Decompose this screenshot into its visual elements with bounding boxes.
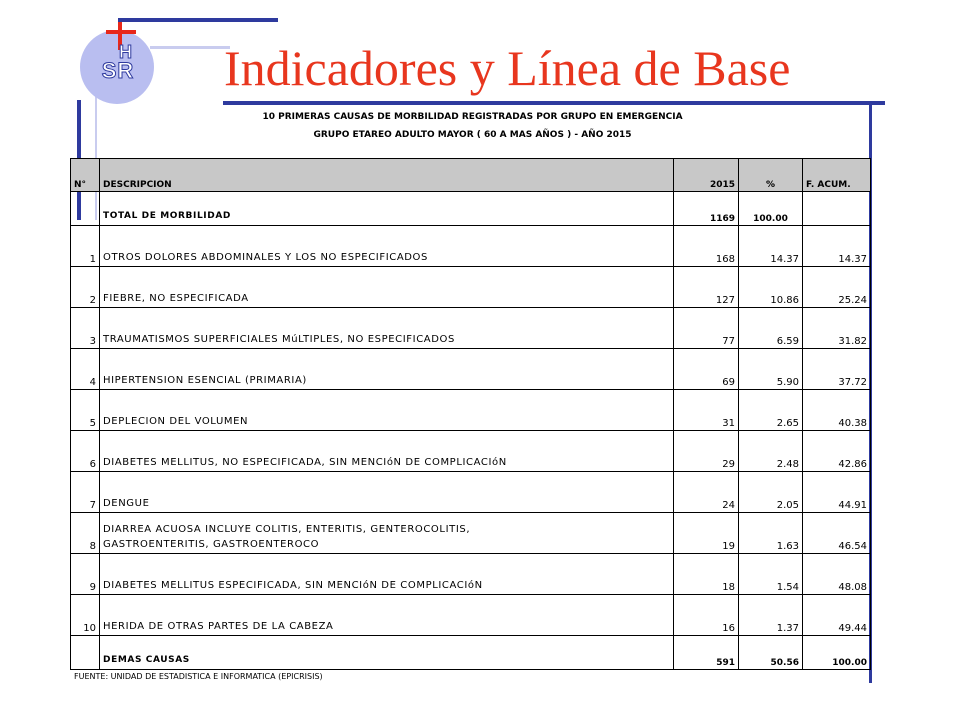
row-description: DIABETES MELLITUS, NO ESPECIFICADA, SIN MENCIóN DE COMPLICACIóN bbox=[100, 431, 674, 472]
morbidity-table bbox=[70, 158, 871, 670]
row-description: DEMAS CAUSAS bbox=[100, 636, 674, 670]
header-number: N° bbox=[71, 159, 100, 192]
row-description: HIPERTENSION ESENCIAL (PRIMARIA) bbox=[100, 349, 674, 390]
row-number bbox=[71, 192, 100, 226]
row-description: OTROS DOLORES ABDOMINALES Y LOS NO ESPECIFICADOS bbox=[100, 226, 674, 267]
table-row-other bbox=[71, 636, 871, 670]
table-row bbox=[71, 595, 871, 636]
table-header-row bbox=[71, 159, 871, 192]
row-percent: 2.48 bbox=[739, 431, 803, 472]
row-number: 3 bbox=[71, 308, 100, 349]
row-accumulated: 100.00 bbox=[803, 636, 871, 670]
row-percent: 1.63 bbox=[739, 513, 803, 554]
row-description: TRAUMATISMOS SUPERFICIALES MúLTIPLES, NO ESPECIFICADOS bbox=[100, 308, 674, 349]
hospital-logo bbox=[76, 22, 160, 106]
row-description: HERIDA DE OTRAS PARTES DE LA CABEZA bbox=[100, 595, 674, 636]
row-number: 9 bbox=[71, 554, 100, 595]
row-number: 7 bbox=[71, 472, 100, 513]
row-value: 24 bbox=[674, 472, 739, 513]
row-description: FIEBRE, NO ESPECIFICADA bbox=[100, 267, 674, 308]
row-number: 6 bbox=[71, 431, 100, 472]
row-number: 1 bbox=[71, 226, 100, 267]
row-accumulated: 31.82 bbox=[803, 308, 871, 349]
row-description: DIABETES MELLITUS ESPECIFICADA, SIN MENCIóN DE COMPLICACIóN bbox=[100, 554, 674, 595]
row-percent: 1.54 bbox=[739, 554, 803, 595]
row-number: 4 bbox=[71, 349, 100, 390]
table-row bbox=[71, 267, 871, 308]
slide-title: Indicadores y Línea de Base bbox=[224, 40, 791, 96]
header-accumulated: F. ACUM. bbox=[803, 159, 871, 192]
table-row bbox=[71, 472, 871, 513]
row-accumulated: 40.38 bbox=[803, 390, 871, 431]
row-number bbox=[71, 636, 100, 670]
row-accumulated: 42.86 bbox=[803, 431, 871, 472]
row-percent: 50.56 bbox=[739, 636, 803, 670]
table-row-total bbox=[71, 192, 871, 226]
row-description: TOTAL DE MORBILIDAD bbox=[100, 192, 674, 226]
row-percent: 5.90 bbox=[739, 349, 803, 390]
row-value: 591 bbox=[674, 636, 739, 670]
row-percent: 14.37 bbox=[739, 226, 803, 267]
row-value: 1169 bbox=[674, 192, 739, 226]
row-value: 16 bbox=[674, 595, 739, 636]
row-number: 2 bbox=[71, 267, 100, 308]
report-heading-line1: 10 PRIMERAS CAUSAS DE MORBILIDAD REGISTRADAS POR GRUPO EN EMERGENCIA bbox=[262, 112, 683, 122]
row-description-line1: DIARREA ACUOSA INCLUYE COLITIS, ENTERITIS, GENTEROCOLITIS, bbox=[103, 524, 471, 535]
table-row bbox=[71, 390, 871, 431]
table-row bbox=[71, 349, 871, 390]
decor-line-mid bbox=[150, 46, 230, 49]
row-percent: 100.00 bbox=[739, 192, 803, 226]
row-value: 69 bbox=[674, 349, 739, 390]
row-accumulated bbox=[803, 192, 871, 226]
table-row bbox=[71, 513, 871, 554]
logo-letters: H SR bbox=[101, 42, 135, 83]
table-row bbox=[71, 431, 871, 472]
row-accumulated: 48.08 bbox=[803, 554, 871, 595]
report-heading-line2: GRUPO ETAREO ADULTO MAYOR ( 60 A MAS AÑOS ) - AÑO 2015 bbox=[313, 130, 632, 140]
decor-line-right bbox=[223, 101, 885, 105]
row-description bbox=[100, 513, 674, 554]
row-number: 10 bbox=[71, 595, 100, 636]
row-description: DENGUE bbox=[100, 472, 674, 513]
row-accumulated: 37.72 bbox=[803, 349, 871, 390]
row-value: 77 bbox=[674, 308, 739, 349]
header-year: 2015 bbox=[674, 159, 739, 192]
row-accumulated: 44.91 bbox=[803, 472, 871, 513]
row-accumulated: 49.44 bbox=[803, 595, 871, 636]
row-value: 18 bbox=[674, 554, 739, 595]
row-value: 31 bbox=[674, 390, 739, 431]
row-accumulated: 25.24 bbox=[803, 267, 871, 308]
row-number: 5 bbox=[71, 390, 100, 431]
row-value: 19 bbox=[674, 513, 739, 554]
row-description-line2: GASTROENTERITIS, GASTROENTEROCO bbox=[103, 539, 320, 550]
row-percent: 10.86 bbox=[739, 267, 803, 308]
row-number: 8 bbox=[71, 513, 100, 554]
table-row bbox=[71, 554, 871, 595]
header-percent: % bbox=[739, 159, 803, 192]
row-percent: 1.37 bbox=[739, 595, 803, 636]
row-percent: 6.59 bbox=[739, 308, 803, 349]
row-value: 29 bbox=[674, 431, 739, 472]
table-row bbox=[71, 226, 871, 267]
row-accumulated: 14.37 bbox=[803, 226, 871, 267]
header-description: DESCRIPCION bbox=[100, 159, 674, 192]
row-value: 168 bbox=[674, 226, 739, 267]
source-note: FUENTE: UNIDAD DE ESTADISTICA E INFORMATICA (EPICRISIS) bbox=[74, 672, 323, 681]
logo-cross-bar bbox=[106, 30, 136, 34]
row-percent: 2.65 bbox=[739, 390, 803, 431]
row-percent: 2.05 bbox=[739, 472, 803, 513]
row-value: 127 bbox=[674, 267, 739, 308]
row-accumulated: 46.54 bbox=[803, 513, 871, 554]
row-description: DEPLECION DEL VOLUMEN bbox=[100, 390, 674, 431]
table-row bbox=[71, 308, 871, 349]
